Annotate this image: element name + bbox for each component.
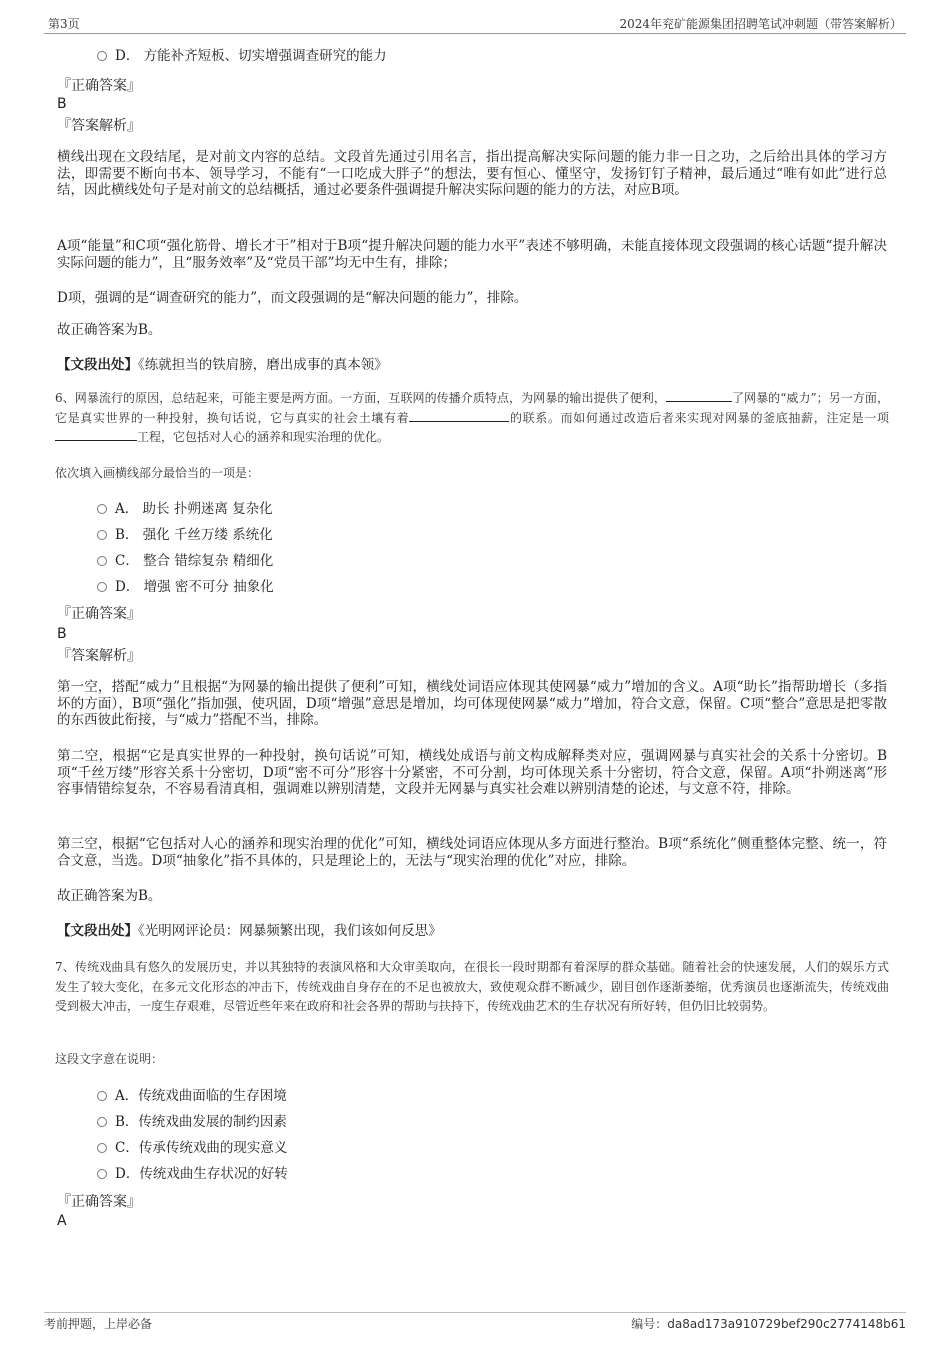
q6-blank-3: [55, 428, 137, 441]
q6-analysis-p4: 故正确答案为B。: [57, 888, 162, 904]
q5-analysis-p3: D项，强调的是“调查研究的能力”，而文段强调的是“解决问题的能力”，排除。: [57, 290, 528, 306]
page-header: [44, 13, 906, 34]
q6-prompt: 依次填入画横线部分最恰当的一项是：: [55, 466, 260, 480]
q7-option-c-label: C．传承传统戏曲的现实意义: [115, 1140, 288, 1156]
q6-analysis-p3: 第三空，根据“它包括对人心的涵养和现实治理的优化”可知，横线处词语应体现从多方面进行整治。B项“系统化”侧重整体完整、统一，符合文意，当选。D项“抽象化”指不具体的，只是理论上的，无法与“现实治理的优化”对应，排除。: [57, 836, 887, 869]
document-code-label: 编号：: [631, 1317, 668, 1331]
q5-option-d[interactable]: [97, 47, 387, 65]
q6-stem: [55, 389, 889, 448]
q5-analysis-p4: 故正确答案为B。: [57, 322, 162, 338]
q6-answer: B: [57, 626, 67, 642]
q7-option-a[interactable]: [97, 1087, 287, 1105]
q6-stem-part-d: 工程，它包括对人心的涵养和现实治理的优化。: [137, 430, 390, 444]
radio-icon[interactable]: [97, 1117, 107, 1127]
q5-analysis-p2: A项“能量”和C项“强化筋骨、增长才干”相对于B项“提升解决问题的能力水平”表述不够明确，未能直接体现文段强调的核心话题“提升解决实际问题的能力”，且“服务效率”及“党员干部”均无中生有，排除；: [57, 238, 887, 271]
radio-icon[interactable]: [97, 504, 107, 514]
page-footer: [44, 1312, 906, 1335]
footer-slogan: 考前押题，上岸必备: [44, 1317, 153, 1331]
q6-option-a[interactable]: [97, 500, 273, 518]
q6-option-c-label: C． 整合 错综复杂 精细化: [115, 553, 274, 569]
document-title: 2024年兖矿能源集团招聘笔试冲刺题（带答案解析）: [619, 17, 902, 31]
radio-icon[interactable]: [97, 556, 107, 566]
q6-source-label: 【文段出处】: [57, 923, 138, 939]
q6-option-a-label: A． 助长 扑朔迷离 复杂化: [115, 501, 273, 517]
q5-answer: B: [57, 96, 67, 112]
q7-option-c[interactable]: [97, 1139, 287, 1157]
q6-stem-part-a: 6、网暴流行的原因，总结起来，可能主要是两方面。一方面，互联网的传播介质特点，为网暴的输出提供了便利，: [55, 391, 666, 405]
q7-option-b-label: B．传统戏曲发展的制约因素: [115, 1114, 287, 1130]
q7-option-d-label: D．传统戏曲生存状况的好转: [115, 1166, 288, 1182]
radio-icon[interactable]: [97, 1169, 107, 1179]
q6-option-d-label: D． 增强 密不可分 抽象化: [115, 579, 274, 595]
q7-answer: A: [57, 1213, 67, 1229]
q6-analysis-label: 『答案解析』: [57, 648, 141, 664]
q5-analysis-p1: 横线出现在文段结尾，是对前文内容的总结。文段首先通过引用名言，指出提高解决实际问题的能力非一日之功，之后给出具体的学习方法，即需要不断向书本、领导学习，不能有“一口吃成大胖子”的想法，要有恒心、懂坚守，发扬钉钉子精神，最后通过“唯有如此”进行总结，因此横线处句子是对前文的总结概括，通过必要条件强调提升解决实际问题的能力的方法，对应B项。: [57, 149, 887, 198]
q5-source-title: 《练就担当的铁肩膀，磨出成事的真本领》: [138, 357, 388, 373]
q6-option-c[interactable]: [97, 552, 273, 570]
radio-icon[interactable]: [97, 51, 107, 61]
q7-answer-label: 『正确答案』: [57, 1194, 141, 1210]
document-code-value: da8ad173a910729bef290c2774148b61: [667, 1317, 906, 1331]
q6-blank-1: [666, 389, 732, 402]
q6-source: [57, 923, 887, 940]
q6-blank-2: [409, 409, 509, 422]
q7-option-d[interactable]: [97, 1165, 288, 1183]
radio-icon[interactable]: [97, 1091, 107, 1101]
q5-analysis-label: 『答案解析』: [57, 118, 141, 134]
q6-option-b-label: B． 强化 千丝万缕 系统化: [115, 527, 273, 543]
q5-source: [57, 357, 887, 374]
q6-stem-part-b: 了网暴的“威力”；另一方面，它是真实世界的一种投射，换句话说，它与真实的社会土壤有着: [55, 391, 889, 425]
q5-source-label: 【文段出处】: [57, 357, 138, 373]
radio-icon[interactable]: [97, 582, 107, 592]
q7-stem: 7、传统戏曲具有悠久的发展历史，并以其独特的表演风格和大众审美取向，在很长一段时期都有着深厚的群众基础。随着社会的快速发展，人们的娱乐方式发生了较大变化，在多元文化形态的冲击下，传统戏曲自身存在的不足也被放大，致使观众群不断减少，剧目创作逐渐萎缩，优秀演员也逐渐流失，传统戏曲受到极大冲击，一度生存艰难，尽管近些年来在政府和社会各界的帮助与扶持下，传统戏曲艺术的生存状况有所好转，但仍旧比较弱势。: [55, 960, 889, 1013]
radio-icon[interactable]: [97, 530, 107, 540]
q5-answer-label: 『正确答案』: [57, 78, 141, 94]
q7-option-a-label: A．传统戏曲面临的生存困境: [115, 1088, 287, 1104]
q6-analysis-p2: 第二空，根据“它是真实世界的一种投射，换句话说”可知，横线处成语与前文构成解释类对应，强调网暴与真实社会的关系十分密切。B项“千丝万缕”形容关系十分密切，D项“密不可分”形容十分紧密，不可分割，均可体现关系十分密切，符合文意，保留。A项“扑朔迷离”形容事情错综复杂，不容易看清真相，强调难以辨别清楚，文段并无网暴与真实社会难以辨别清楚的论述，与文意不符，排除。: [57, 748, 887, 797]
q5-option-d-label: D． 方能补齐短板、切实增强调查研究的能力: [115, 48, 387, 64]
q6-source-title: 《光明网评论员：网暴频繁出现，我们该如何反思》: [138, 923, 442, 939]
page-number: 第3页: [48, 17, 80, 31]
document-code: [631, 1315, 906, 1332]
q7-option-b[interactable]: [97, 1113, 287, 1131]
q6-option-b[interactable]: [97, 526, 273, 544]
q6-analysis-p1: 第一空，搭配“威力”且根据“为网暴的输出提供了便利”可知，横线处词语应体现其使网暴“威力”增加的含义。A项“助长”指帮助增长（多指坏的方面），B项“强化”指加强，使巩固，D项“增强”意思是增加，均可体现使网暴“威力”增加，符合文意，保留。C项“整合”意思是把零散的东西彼此衔接，与“威力”搭配不当，排除。: [57, 679, 887, 728]
q6-option-d[interactable]: [97, 578, 274, 596]
q6-answer-label: 『正确答案』: [57, 606, 141, 622]
radio-icon[interactable]: [97, 1143, 107, 1153]
q7-prompt: 这段文字意在说明：: [55, 1052, 164, 1066]
q6-stem-part-c: 的联系。而如何通过改造后者来实现对网暴的釜底抽薪，注定是一项: [509, 410, 889, 425]
